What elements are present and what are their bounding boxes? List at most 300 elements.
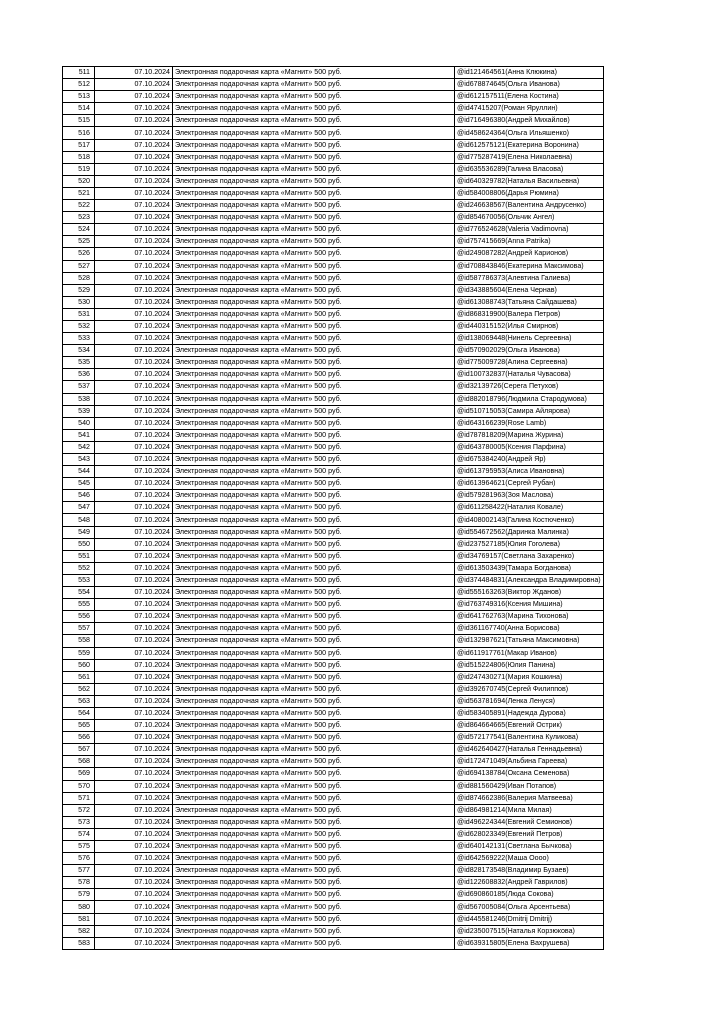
- date-cell: 07.10.2024: [95, 369, 173, 381]
- date-cell: 07.10.2024: [95, 853, 173, 865]
- prize-cell: Электронная подарочная карта «Магнит» 500 руб.: [173, 526, 455, 538]
- prize-cell: Электронная подарочная карта «Магнит» 500 руб.: [173, 454, 455, 466]
- table-row: [63, 405, 604, 417]
- prize-cell: Электронная подарочная карта «Магнит» 500 руб.: [173, 635, 455, 647]
- date-cell: 07.10.2024: [95, 587, 173, 599]
- row-number-cell: 543: [63, 454, 95, 466]
- row-number-cell: 577: [63, 865, 95, 877]
- table-row: [63, 853, 604, 865]
- prize-cell: Электронная подарочная карта «Магнит» 500 руб.: [173, 780, 455, 792]
- date-cell: 07.10.2024: [95, 466, 173, 478]
- prize-cell: Электронная подарочная карта «Магнит» 500 руб.: [173, 901, 455, 913]
- row-number-cell: 570: [63, 780, 95, 792]
- winner-cell: @id776524628(Valeria Vadimovna): [455, 224, 604, 236]
- row-number-cell: 545: [63, 478, 95, 490]
- table-row: [63, 816, 604, 828]
- winner-cell: @id613503439(Тамара Богданова): [455, 562, 604, 574]
- prize-cell: Электронная подарочная карта «Магнит» 500 руб.: [173, 937, 455, 949]
- row-number-cell: 578: [63, 877, 95, 889]
- row-number-cell: 525: [63, 236, 95, 248]
- date-cell: 07.10.2024: [95, 744, 173, 756]
- prize-cell: Электронная подарочная карта «Магнит» 500 руб.: [173, 284, 455, 296]
- row-number-cell: 548: [63, 514, 95, 526]
- date-cell: 07.10.2024: [95, 272, 173, 284]
- row-number-cell: 546: [63, 490, 95, 502]
- date-cell: 07.10.2024: [95, 635, 173, 647]
- row-number-cell: 533: [63, 333, 95, 345]
- row-number-cell: 560: [63, 659, 95, 671]
- table-row: [63, 587, 604, 599]
- table-row: [63, 248, 604, 260]
- table-row: [63, 187, 604, 199]
- table-row: [63, 550, 604, 562]
- row-number-cell: 535: [63, 357, 95, 369]
- row-number-cell: 554: [63, 587, 95, 599]
- table-row: [63, 538, 604, 550]
- prize-cell: Электронная подарочная карта «Магнит» 500 руб.: [173, 853, 455, 865]
- winner-cell: @id249087282(Андрей Карионов): [455, 248, 604, 260]
- winner-cell: @id100732837(Наталья Чувасова): [455, 369, 604, 381]
- table-row: [63, 236, 604, 248]
- winner-cell: @id374484831(Александра Владимировна): [455, 574, 604, 586]
- row-number-cell: 569: [63, 768, 95, 780]
- prize-cell: Электронная подарочная карта «Магнит» 500 руб.: [173, 877, 455, 889]
- table-row: [63, 937, 604, 949]
- winner-cell: @id828173548(Владимир Бузаев): [455, 865, 604, 877]
- prize-cell: Электронная подарочная карта «Магнит» 500 руб.: [173, 659, 455, 671]
- prize-cell: Электронная подарочная карта «Магнит» 500 руб.: [173, 550, 455, 562]
- table-row: [63, 889, 604, 901]
- prize-cell: Электронная подарочная карта «Магнит» 500 руб.: [173, 272, 455, 284]
- date-cell: 07.10.2024: [95, 393, 173, 405]
- row-number-cell: 581: [63, 913, 95, 925]
- date-cell: 07.10.2024: [95, 889, 173, 901]
- row-number-cell: 557: [63, 623, 95, 635]
- date-cell: 07.10.2024: [95, 659, 173, 671]
- date-cell: 07.10.2024: [95, 200, 173, 212]
- row-number-cell: 524: [63, 224, 95, 236]
- table-row: [63, 683, 604, 695]
- table-row: [63, 296, 604, 308]
- winner-cell: @id47415207(Роман Яруллин): [455, 103, 604, 115]
- winner-cell: @id496224344(Евгений Семионов): [455, 816, 604, 828]
- row-number-cell: 542: [63, 441, 95, 453]
- date-cell: 07.10.2024: [95, 115, 173, 127]
- prize-cell: Электронная подарочная карта «Магнит» 500 руб.: [173, 611, 455, 623]
- prize-cell: Электронная подарочная карта «Магнит» 500 руб.: [173, 441, 455, 453]
- table-row: [63, 744, 604, 756]
- table-row: [63, 901, 604, 913]
- date-cell: 07.10.2024: [95, 91, 173, 103]
- prize-cell: Электронная подарочная карта «Магнит» 500 руб.: [173, 405, 455, 417]
- winner-cell: @id458624364(Ольга Ильяшенко): [455, 127, 604, 139]
- date-cell: 07.10.2024: [95, 538, 173, 550]
- winner-cell: @id690860185(Люда Сокова): [455, 889, 604, 901]
- row-number-cell: 547: [63, 502, 95, 514]
- prize-cell: Электронная подарочная карта «Магнит» 500 руб.: [173, 562, 455, 574]
- row-number-cell: 515: [63, 115, 95, 127]
- prize-cell: Электронная подарочная карта «Магнит» 500 руб.: [173, 707, 455, 719]
- winner-cell: @id572177541(Валентина Куликова): [455, 732, 604, 744]
- prize-cell: Электронная подарочная карта «Магнит» 500 руб.: [173, 732, 455, 744]
- date-cell: 07.10.2024: [95, 683, 173, 695]
- winner-cell: @id445581246(Dmitrij Dmitrij): [455, 913, 604, 925]
- date-cell: 07.10.2024: [95, 187, 173, 199]
- table-row: [63, 913, 604, 925]
- date-cell: 07.10.2024: [95, 429, 173, 441]
- table-row: [63, 562, 604, 574]
- date-cell: 07.10.2024: [95, 248, 173, 260]
- date-cell: 07.10.2024: [95, 236, 173, 248]
- prize-cell: Электронная подарочная карта «Магнит» 500 руб.: [173, 841, 455, 853]
- winner-cell: @id462640427(Наталья Геннадьевна): [455, 744, 604, 756]
- table-row: [63, 151, 604, 163]
- row-number-cell: 558: [63, 635, 95, 647]
- date-cell: 07.10.2024: [95, 478, 173, 490]
- prize-cell: Электронная подарочная карта «Магнит» 500 руб.: [173, 417, 455, 429]
- prize-cell: Электронная подарочная карта «Магнит» 500 руб.: [173, 478, 455, 490]
- winners-table: [62, 66, 604, 950]
- prize-cell: Электронная подарочная карта «Магнит» 500 руб.: [173, 369, 455, 381]
- date-cell: 07.10.2024: [95, 308, 173, 320]
- prize-cell: Электронная подарочная карта «Магнит» 500 руб.: [173, 647, 455, 659]
- table-row: [63, 417, 604, 429]
- winner-cell: @id138069448(Нинель Сергеевна): [455, 333, 604, 345]
- winner-cell: @id882018796(Людмила Стародумова): [455, 393, 604, 405]
- table-row: [63, 357, 604, 369]
- date-cell: 07.10.2024: [95, 695, 173, 707]
- date-cell: 07.10.2024: [95, 841, 173, 853]
- prize-cell: Электронная подарочная карта «Магнит» 500 руб.: [173, 260, 455, 272]
- prize-cell: Электронная подарочная карта «Магнит» 500 руб.: [173, 308, 455, 320]
- prize-cell: Электронная подарочная карта «Магнит» 500 руб.: [173, 538, 455, 550]
- date-cell: 07.10.2024: [95, 756, 173, 768]
- prize-cell: Электронная подарочная карта «Магнит» 500 руб.: [173, 200, 455, 212]
- table-row: [63, 333, 604, 345]
- row-number-cell: 568: [63, 756, 95, 768]
- winner-cell: @id639315805(Елена Вахрушева): [455, 937, 604, 949]
- winner-cell: @id408002143(Галина Костюченко): [455, 514, 604, 526]
- date-cell: 07.10.2024: [95, 103, 173, 115]
- date-cell: 07.10.2024: [95, 550, 173, 562]
- row-number-cell: 562: [63, 683, 95, 695]
- date-cell: 07.10.2024: [95, 877, 173, 889]
- winner-cell: @id613088743(Татьяна Сайдашева): [455, 296, 604, 308]
- winner-cell: @id132987621(Татьяна Максимовна): [455, 635, 604, 647]
- prize-cell: Электронная подарочная карта «Магнит» 500 руб.: [173, 236, 455, 248]
- row-number-cell: 538: [63, 393, 95, 405]
- date-cell: 07.10.2024: [95, 804, 173, 816]
- table-row: [63, 260, 604, 272]
- winner-cell: @id361167740(Анна Борисова): [455, 623, 604, 635]
- row-number-cell: 552: [63, 562, 95, 574]
- row-number-cell: 576: [63, 853, 95, 865]
- row-number-cell: 519: [63, 163, 95, 175]
- prize-cell: Электронная подарочная карта «Магнит» 500 руб.: [173, 889, 455, 901]
- prize-cell: Электронная подарочная карта «Магнит» 500 руб.: [173, 296, 455, 308]
- row-number-cell: 551: [63, 550, 95, 562]
- winner-cell: @id640142131(Светлана Бычкова): [455, 841, 604, 853]
- prize-cell: Электронная подарочная карта «Магнит» 500 руб.: [173, 514, 455, 526]
- table-row: [63, 804, 604, 816]
- table-row: [63, 478, 604, 490]
- date-cell: 07.10.2024: [95, 562, 173, 574]
- row-number-cell: 528: [63, 272, 95, 284]
- date-cell: 07.10.2024: [95, 574, 173, 586]
- table-row: [63, 647, 604, 659]
- table-row: [63, 200, 604, 212]
- date-cell: 07.10.2024: [95, 502, 173, 514]
- table-row: [63, 381, 604, 393]
- prize-cell: Электронная подарочная карта «Магнит» 500 руб.: [173, 756, 455, 768]
- table-row: [63, 720, 604, 732]
- row-number-cell: 530: [63, 296, 95, 308]
- row-number-cell: 575: [63, 841, 95, 853]
- date-cell: 07.10.2024: [95, 417, 173, 429]
- date-cell: 07.10.2024: [95, 357, 173, 369]
- table-row: [63, 514, 604, 526]
- date-cell: 07.10.2024: [95, 333, 173, 345]
- row-number-cell: 572: [63, 804, 95, 816]
- table-row: [63, 67, 604, 79]
- row-number-cell: 549: [63, 526, 95, 538]
- prize-cell: Электронная подарочная карта «Магнит» 500 руб.: [173, 381, 455, 393]
- date-cell: 07.10.2024: [95, 212, 173, 224]
- row-number-cell: 553: [63, 574, 95, 586]
- winner-cell: @id613964621(Сергей Рубан): [455, 478, 604, 490]
- prize-cell: Электронная подарочная карта «Магнит» 500 руб.: [173, 67, 455, 79]
- row-number-cell: 565: [63, 720, 95, 732]
- row-number-cell: 550: [63, 538, 95, 550]
- row-number-cell: 541: [63, 429, 95, 441]
- winner-cell: @id32139726(Серега Петухов): [455, 381, 604, 393]
- winner-cell: @id757415669(Anna Patrika): [455, 236, 604, 248]
- winner-cell: @id510715053(Самира Айлярова): [455, 405, 604, 417]
- date-cell: 07.10.2024: [95, 127, 173, 139]
- winner-cell: @id570902029(Ольга Иванова): [455, 345, 604, 357]
- table-row: [63, 611, 604, 623]
- prize-cell: Электронная подарочная карта «Магнит» 500 руб.: [173, 115, 455, 127]
- winner-cell: @id122608832(Андрей Гаврилов): [455, 877, 604, 889]
- prize-cell: Электронная подарочная карта «Магнит» 500 руб.: [173, 212, 455, 224]
- table-row: [63, 320, 604, 332]
- table-row: [63, 127, 604, 139]
- date-cell: 07.10.2024: [95, 296, 173, 308]
- winner-cell: @id643166239(Rose Lamb): [455, 417, 604, 429]
- row-number-cell: 531: [63, 308, 95, 320]
- date-cell: 07.10.2024: [95, 260, 173, 272]
- winner-cell: @id587786373(Алевтина Галиева): [455, 272, 604, 284]
- table-row: [63, 732, 604, 744]
- row-number-cell: 522: [63, 200, 95, 212]
- winner-cell: @id635536289(Галина Власова): [455, 163, 604, 175]
- prize-cell: Электронная подарочная карта «Магнит» 500 руб.: [173, 913, 455, 925]
- date-cell: 07.10.2024: [95, 405, 173, 417]
- winner-cell: @id172471049(Альбина Гареева): [455, 756, 604, 768]
- row-number-cell: 532: [63, 320, 95, 332]
- row-number-cell: 574: [63, 828, 95, 840]
- table-row: [63, 91, 604, 103]
- winner-cell: @id440315152(Илья Смирнов): [455, 320, 604, 332]
- table-row: [63, 272, 604, 284]
- prize-cell: Электронная подарочная карта «Магнит» 500 руб.: [173, 792, 455, 804]
- row-number-cell: 520: [63, 175, 95, 187]
- prize-cell: Электронная подарочная карта «Магнит» 500 руб.: [173, 768, 455, 780]
- winner-cell: @id787818209(Марина Журина): [455, 429, 604, 441]
- row-number-cell: 539: [63, 405, 95, 417]
- prize-cell: Электронная подарочная карта «Магнит» 500 руб.: [173, 490, 455, 502]
- winner-cell: @id235007515(Наталья Корзюкова): [455, 925, 604, 937]
- row-number-cell: 571: [63, 792, 95, 804]
- row-number-cell: 583: [63, 937, 95, 949]
- date-cell: 07.10.2024: [95, 707, 173, 719]
- row-number-cell: 579: [63, 889, 95, 901]
- row-number-cell: 526: [63, 248, 95, 260]
- date-cell: 07.10.2024: [95, 865, 173, 877]
- table-row: [63, 599, 604, 611]
- winner-cell: @id121464561(Анна Клюкина): [455, 67, 604, 79]
- date-cell: 07.10.2024: [95, 671, 173, 683]
- winner-cell: @id579281963(Зоя Маслова): [455, 490, 604, 502]
- row-number-cell: 563: [63, 695, 95, 707]
- table-row: [63, 441, 604, 453]
- winner-cell: @id611917761(Макар Иванов): [455, 647, 604, 659]
- winners-sheet: [62, 66, 603, 950]
- winner-cell: @id640329782(Наталья Васильевна): [455, 175, 604, 187]
- prize-cell: Электронная подарочная карта «Магнит» 500 руб.: [173, 163, 455, 175]
- table-row: [63, 671, 604, 683]
- table-row: [63, 284, 604, 296]
- prize-cell: Электронная подарочная карта «Магнит» 500 руб.: [173, 574, 455, 586]
- date-cell: 07.10.2024: [95, 828, 173, 840]
- table-row: [63, 780, 604, 792]
- row-number-cell: 516: [63, 127, 95, 139]
- winner-cell: @id612157511(Елена Костина): [455, 91, 604, 103]
- winner-cell: @id567005084(Ольга Арсентьева): [455, 901, 604, 913]
- prize-cell: Электронная подарочная карта «Магнит» 500 руб.: [173, 828, 455, 840]
- date-cell: 07.10.2024: [95, 732, 173, 744]
- row-number-cell: 513: [63, 91, 95, 103]
- date-cell: 07.10.2024: [95, 514, 173, 526]
- prize-cell: Электронная подарочная карта «Магнит» 500 руб.: [173, 139, 455, 151]
- table-row: [63, 393, 604, 405]
- row-number-cell: 518: [63, 151, 95, 163]
- winner-cell: @id515224806(Юлия Панина): [455, 659, 604, 671]
- winner-cell: @id775287419(Елена Николаевна): [455, 151, 604, 163]
- prize-cell: Электронная подарочная карта «Магнит» 500 руб.: [173, 865, 455, 877]
- winner-cell: @id694138784(Оксана Семенова): [455, 768, 604, 780]
- winner-cell: @id864981214(Мила Милая): [455, 804, 604, 816]
- winner-cell: @id642569222(Маша Оооо): [455, 853, 604, 865]
- prize-cell: Электронная подарочная карта «Магнит» 500 руб.: [173, 224, 455, 236]
- table-row: [63, 103, 604, 115]
- row-number-cell: 529: [63, 284, 95, 296]
- table-row: [63, 369, 604, 381]
- prize-cell: Электронная подарочная карта «Магнит» 500 руб.: [173, 345, 455, 357]
- date-cell: 07.10.2024: [95, 792, 173, 804]
- winner-cell: @id716496380(Андрей Михайлов): [455, 115, 604, 127]
- date-cell: 07.10.2024: [95, 441, 173, 453]
- winner-cell: @id708843846(Екатерина Максимова): [455, 260, 604, 272]
- date-cell: 07.10.2024: [95, 647, 173, 659]
- row-number-cell: 512: [63, 79, 95, 91]
- row-number-cell: 511: [63, 67, 95, 79]
- winner-cell: @id554672562(Даринка Малинка): [455, 526, 604, 538]
- prize-cell: Электронная подарочная карта «Магнит» 500 руб.: [173, 599, 455, 611]
- prize-cell: Электронная подарочная карта «Магнит» 500 руб.: [173, 429, 455, 441]
- table-row: [63, 79, 604, 91]
- date-cell: 07.10.2024: [95, 163, 173, 175]
- table-row: [63, 466, 604, 478]
- row-number-cell: 556: [63, 611, 95, 623]
- table-row: [63, 345, 604, 357]
- date-cell: 07.10.2024: [95, 901, 173, 913]
- winner-cell: @id563781694(Ленка Ленуся): [455, 695, 604, 707]
- date-cell: 07.10.2024: [95, 454, 173, 466]
- date-cell: 07.10.2024: [95, 345, 173, 357]
- winner-cell: @id237527185(Юлия Гоголева): [455, 538, 604, 550]
- table-row: [63, 526, 604, 538]
- date-cell: 07.10.2024: [95, 816, 173, 828]
- prize-cell: Электронная подарочная карта «Магнит» 500 руб.: [173, 127, 455, 139]
- prize-cell: Электронная подарочная карта «Магнит» 500 руб.: [173, 683, 455, 695]
- date-cell: 07.10.2024: [95, 937, 173, 949]
- table-row: [63, 224, 604, 236]
- winner-cell: @id555163263(Виктор Жданов): [455, 587, 604, 599]
- prize-cell: Электронная подарочная карта «Магнит» 500 руб.: [173, 91, 455, 103]
- prize-cell: Электронная подарочная карта «Магнит» 500 руб.: [173, 320, 455, 332]
- row-number-cell: 559: [63, 647, 95, 659]
- table-row: [63, 865, 604, 877]
- date-cell: 07.10.2024: [95, 67, 173, 79]
- table-row: [63, 925, 604, 937]
- table-row: [63, 115, 604, 127]
- row-number-cell: 534: [63, 345, 95, 357]
- table-row: [63, 828, 604, 840]
- winner-cell: @id675384240(Андрей Яр): [455, 454, 604, 466]
- row-number-cell: 573: [63, 816, 95, 828]
- table-row: [63, 175, 604, 187]
- row-number-cell: 537: [63, 381, 95, 393]
- winner-cell: @id583405891(Надежда Дурова): [455, 707, 604, 719]
- prize-cell: Электронная подарочная карта «Магнит» 500 руб.: [173, 623, 455, 635]
- row-number-cell: 566: [63, 732, 95, 744]
- table-row: [63, 707, 604, 719]
- row-number-cell: 527: [63, 260, 95, 272]
- table-row: [63, 502, 604, 514]
- date-cell: 07.10.2024: [95, 381, 173, 393]
- row-number-cell: 580: [63, 901, 95, 913]
- date-cell: 07.10.2024: [95, 490, 173, 502]
- winner-cell: @id864664665(Евгений Острик): [455, 720, 604, 732]
- date-cell: 07.10.2024: [95, 175, 173, 187]
- date-cell: 07.10.2024: [95, 224, 173, 236]
- table-row: [63, 139, 604, 151]
- winner-cell: @id854670056(Ольчик Ангел): [455, 212, 604, 224]
- row-number-cell: 536: [63, 369, 95, 381]
- table-row: [63, 792, 604, 804]
- winner-cell: @id868319900(Валера Петров): [455, 308, 604, 320]
- row-number-cell: 564: [63, 707, 95, 719]
- table-row: [63, 659, 604, 671]
- winner-cell: @id613795953(Алиса Ивановна): [455, 466, 604, 478]
- row-number-cell: 561: [63, 671, 95, 683]
- date-cell: 07.10.2024: [95, 611, 173, 623]
- row-number-cell: 555: [63, 599, 95, 611]
- date-cell: 07.10.2024: [95, 925, 173, 937]
- table-row: [63, 163, 604, 175]
- winner-cell: @id612575121(Екатерина Воронина): [455, 139, 604, 151]
